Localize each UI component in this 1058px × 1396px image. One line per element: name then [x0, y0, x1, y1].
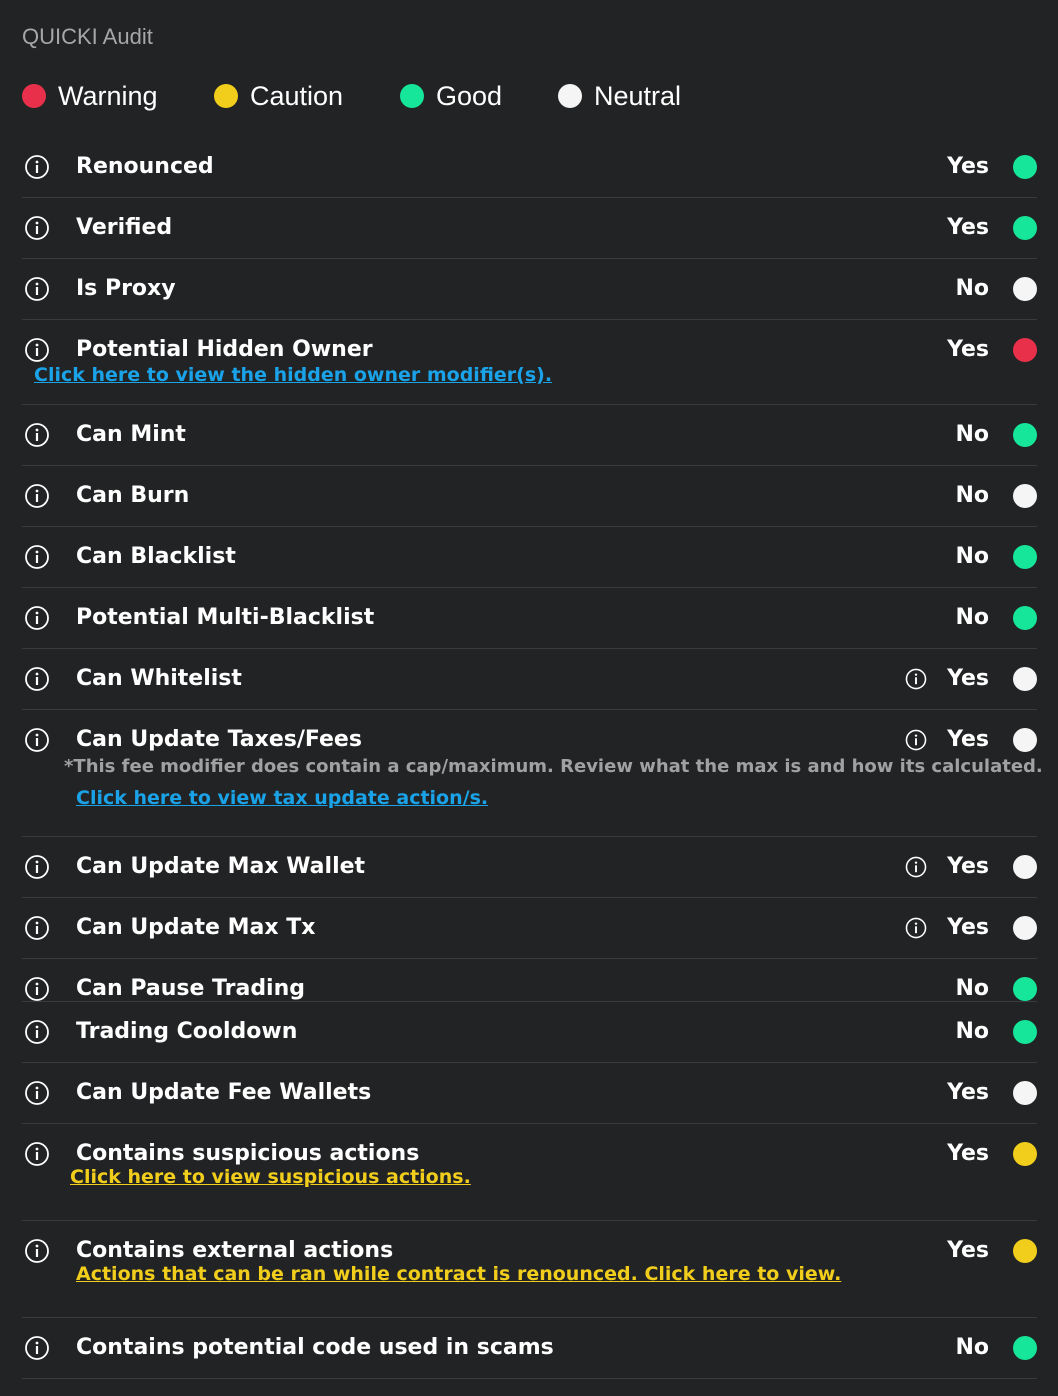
- audit-row-label: Potential Multi-Blacklist: [76, 605, 375, 630]
- info-icon[interactable]: [22, 420, 52, 450]
- audit-row: [22, 588, 1037, 649]
- legend-item-caution: [214, 78, 343, 114]
- info-icon[interactable]: [22, 1017, 52, 1047]
- info-icon[interactable]: [22, 481, 52, 511]
- legend-label: Neutral: [594, 80, 682, 111]
- audit-row-label: Verified: [76, 215, 173, 240]
- audit-row-label: Is Proxy: [76, 276, 176, 301]
- info-icon[interactable]: [22, 603, 52, 633]
- audit-row-value: Yes: [947, 854, 989, 879]
- audit-row: [22, 959, 1037, 1002]
- status-dot-neutral: [1013, 484, 1037, 508]
- audit-row-value: Yes: [947, 154, 989, 179]
- legend-label: Good: [436, 80, 503, 111]
- legend-item-warning: [22, 78, 158, 114]
- audit-row-value: Yes: [947, 727, 989, 752]
- audit-row-note: *This fee modifier does contain a cap/maximum. Review what the max is and how its calculated.: [64, 756, 1043, 777]
- audit-row: [22, 898, 1037, 959]
- info-icon[interactable]: [22, 213, 52, 243]
- status-dot-good: [1013, 545, 1037, 569]
- status-dot-good: [1013, 977, 1037, 1001]
- audit-row-label: Can Whitelist: [76, 666, 242, 691]
- info-icon[interactable]: [22, 274, 52, 304]
- audit-row: [22, 710, 1043, 837]
- audit-row-value: No: [955, 544, 989, 569]
- audit-row-value: No: [955, 976, 989, 1001]
- info-icon[interactable]: [22, 1139, 52, 1169]
- audit-row: [22, 405, 1037, 466]
- audit-row: [22, 1318, 1037, 1379]
- audit-row-value: No: [955, 276, 989, 301]
- audit-row-value: Yes: [947, 1141, 989, 1166]
- audit-row-value: Yes: [947, 337, 989, 362]
- audit-row-label: Can Burn: [76, 483, 190, 508]
- status-dot-caution: [1013, 1142, 1037, 1166]
- audit-row-label: Trading Cooldown: [76, 1019, 298, 1044]
- info-icon[interactable]: [22, 152, 52, 182]
- audit-row-label: Contains potential code used in scams: [76, 1335, 554, 1360]
- status-dot-neutral: [1013, 277, 1037, 301]
- audit-row-label: Can Update Fee Wallets: [76, 1080, 372, 1105]
- detail-info-icon[interactable]: [903, 915, 929, 941]
- audit-row: [22, 1221, 1037, 1318]
- legend-item-neutral: [558, 78, 681, 114]
- info-icon[interactable]: [22, 1078, 52, 1108]
- legend-dot-warning: [22, 84, 46, 108]
- info-icon[interactable]: [22, 1333, 52, 1363]
- status-dot-neutral: [1013, 855, 1037, 879]
- audit-row-label: Can Update Taxes/Fees: [76, 727, 362, 752]
- audit-row-label: Renounced: [76, 154, 214, 179]
- audit-row: [22, 1063, 1037, 1124]
- audit-row-value: Yes: [947, 915, 989, 940]
- legend-item-good: [400, 78, 502, 114]
- info-icon[interactable]: [22, 1236, 52, 1266]
- info-icon[interactable]: [22, 974, 52, 1004]
- audit-row: [22, 198, 1037, 259]
- legend-label: Warning: [58, 80, 158, 111]
- audit-row-value: No: [955, 605, 989, 630]
- audit-row-value: No: [955, 1019, 989, 1044]
- audit-row: [22, 137, 1037, 198]
- status-dot-good: [1013, 155, 1037, 179]
- audit-row-value: Yes: [947, 215, 989, 240]
- audit-row-label: Contains suspicious actions: [76, 1141, 420, 1166]
- audit-row: [22, 259, 1037, 320]
- status-dot-good: [1013, 1020, 1037, 1044]
- info-icon[interactable]: [22, 852, 52, 882]
- audit-row: [22, 466, 1037, 527]
- detail-info-icon[interactable]: [903, 727, 929, 753]
- status-dot-neutral: [1013, 916, 1037, 940]
- audit-row-value: Yes: [947, 666, 989, 691]
- page-title: QUICKI Audit: [22, 24, 153, 49]
- legend-dot-caution: [214, 84, 238, 108]
- status-dot-good: [1013, 606, 1037, 630]
- status-dot-good: [1013, 216, 1037, 240]
- status-dot-good: [1013, 1336, 1037, 1360]
- detail-info-icon[interactable]: [903, 854, 929, 880]
- status-dot-good: [1013, 423, 1037, 447]
- audit-row-label: Can Mint: [76, 422, 186, 447]
- legend-dot-neutral: [558, 84, 582, 108]
- info-icon[interactable]: [22, 542, 52, 572]
- info-icon[interactable]: [22, 913, 52, 943]
- audit-row: [22, 527, 1037, 588]
- legend-dot-good: [400, 84, 424, 108]
- audit-row-link[interactable]: Click here to view the hidden owner modifier(s).: [34, 364, 553, 386]
- audit-row: [22, 1124, 1037, 1221]
- info-icon[interactable]: [22, 725, 52, 755]
- audit-row: [22, 320, 1037, 405]
- audit-row-label: Can Update Max Wallet: [76, 854, 366, 879]
- audit-row-label: Contains external actions: [76, 1238, 394, 1263]
- audit-row-label: Can Pause Trading: [76, 976, 306, 1001]
- status-dot-neutral: [1013, 667, 1037, 691]
- audit-row-value: No: [955, 422, 989, 447]
- audit-row-label: Can Blacklist: [76, 544, 236, 569]
- audit-row-label: Can Update Max Tx: [76, 915, 316, 940]
- legend-label: Caution: [250, 80, 344, 111]
- audit-row: [22, 649, 1037, 710]
- status-dot-neutral: [1013, 1081, 1037, 1105]
- status-dot-neutral: [1013, 728, 1037, 752]
- audit-row: [22, 837, 1037, 898]
- audit-row-label: Potential Hidden Owner: [76, 337, 373, 362]
- detail-info-icon[interactable]: [903, 666, 929, 692]
- audit-row: [22, 1002, 1037, 1063]
- audit-row-link[interactable]: Click here to view tax update action/s.: [76, 787, 489, 809]
- audit-row-link[interactable]: Click here to view suspicious actions.: [70, 1166, 471, 1188]
- info-icon[interactable]: [22, 664, 52, 694]
- audit-row-value: No: [955, 1335, 989, 1360]
- audit-row-value: No: [955, 483, 989, 508]
- status-dot-warning: [1013, 338, 1037, 362]
- audit-row-value: Yes: [947, 1080, 989, 1105]
- audit-row-link[interactable]: Actions that can be ran while contract is renounced. Click here to view.: [76, 1263, 842, 1285]
- audit-row-value: Yes: [947, 1238, 989, 1263]
- status-dot-caution: [1013, 1239, 1037, 1263]
- audit-list: [22, 137, 1043, 1379]
- info-icon[interactable]: [22, 335, 52, 365]
